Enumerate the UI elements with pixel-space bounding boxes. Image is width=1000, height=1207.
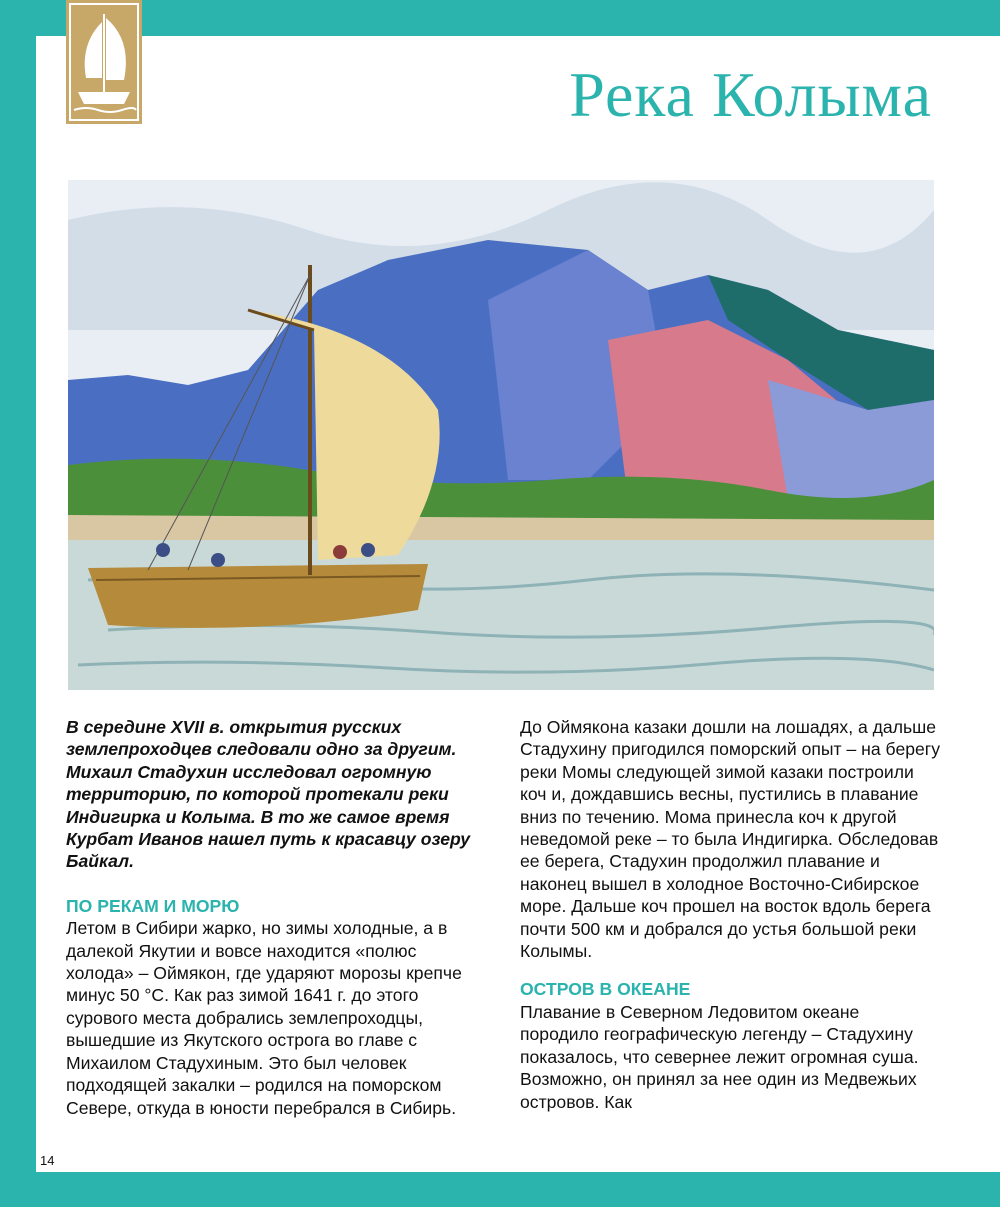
lead-paragraph: В середине XVII в. открытия русских землепроходцев следовали одно за другим. Михаил Стадухин исследовал огромную территорию, по которой протекали реки Индигирка и Колыма. В то же самое время Курбат Иванов нашел путь к красавцу озеру Байкал. (66, 717, 471, 872)
section-heading-rivers-and-sea: ПО РЕКАМ И МОРЮ (66, 895, 240, 916)
body-paragraph: До Оймякона казаки дошли на лошадях, а дальше Стадухину пригодился поморский опыт – на берегу реки Момы следующей зимой казаки построили коч и, дождавшись весны, пустились в плавание вниз по течению. Мома принесла коч к другой неведомой реке – то была Индигирка. Обследовав ее берега, Стадухин продолжил плавание и наконец вышел в холодное Восточно-Сибирское море. Дальше коч прошел на восток вдоль берега почти 500 км и добрался до устья большой реки Колымы. (520, 717, 941, 962)
body-paragraph: Летом в Сибири жарко, но зимы холодные, а в далекой Якутии и вовсе находится «полюс холода» – Оймякон, где ударяют морозы крепче минус 50 °С. Как раз зимой 1641 г. до этого сурового места добрались землепроходцы, вышедшие из Якутского острога во главе с Михаилом Стадухиным. Это был человек подходящей закалки – родился на поморском Севере, откуда в юности перебрался в Сибирь. (66, 918, 462, 1118)
bottom-border (0, 1172, 1000, 1207)
page-number: 14 (40, 1153, 55, 1168)
right-column (520, 716, 940, 1129)
body-paragraph: Плавание в Северном Ледовитом океане породило географическую легенду – Стадухину показалось, что севернее лежит огромная суша. Возможно, он принял за нее один из Медвежьих островов. Как (520, 1001, 919, 1112)
page-title: Река Колыма (569, 59, 932, 130)
left-column (66, 716, 486, 1135)
left-border (0, 0, 36, 1207)
river-illustration (68, 180, 934, 690)
section-heading-island-in-ocean: ОСТРОВ В ОКЕАНЕ (520, 979, 691, 1000)
sailing-ship-emblem-icon (66, 0, 142, 124)
top-border (0, 0, 1000, 36)
